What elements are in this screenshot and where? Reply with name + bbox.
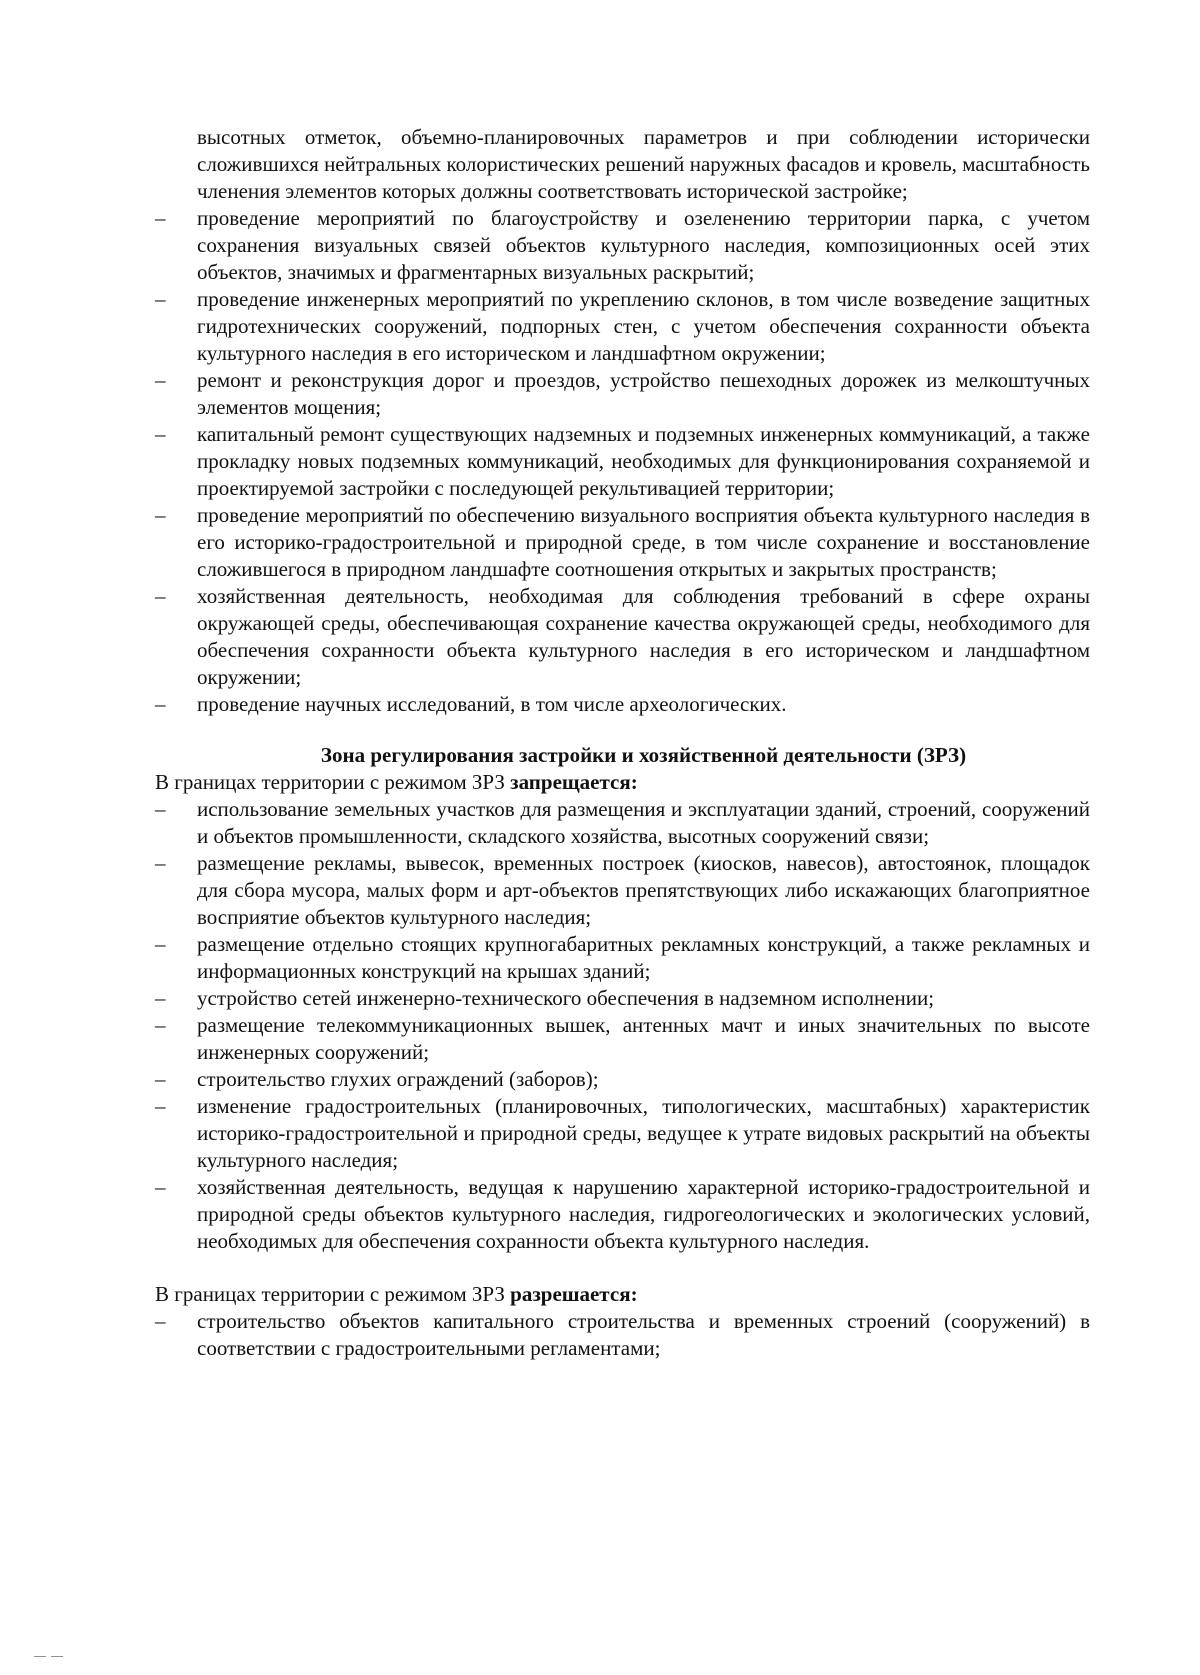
list-item <box>155 931 1090 985</box>
first-list <box>155 205 1090 718</box>
dash-bullet: – <box>155 692 166 716</box>
list-item-text: размещение рекламы, вывесок, временных построек (киосков, навесов), автостоянок, площадок для сбора мусора, малых форм и арт-объектов препятствующих либо искажающих благоприятное восприятие объектов культурного наследия; <box>197 851 1090 929</box>
list-item-text: хозяйственная деятельность, ведущая к нарушению характерной историко-градостроительной и природной среды объектов культурного наследия, гидрогеологических и экологических условий, необходимых для обеспечения сохранности объекта культурного наследия. <box>197 1175 1090 1253</box>
list-item-text: размещение отдельно стоящих крупногабаритных рекламных конструкций, а также рекламных и информационных конструкций на крышах зданий; <box>197 932 1090 983</box>
list-item <box>155 421 1090 502</box>
dash-bullet: – <box>155 287 166 311</box>
list-item-text: проведение мероприятий по обеспечению визуального восприятия объекта культурного наследия в его историко-градостроительной и природной среде, в том числе сохранение и восстановление сложившегося в природном ландшафте соотношения открытых и закрытых пространств; <box>197 503 1090 581</box>
list-item <box>155 367 1090 421</box>
list-item <box>155 205 1090 286</box>
dash-bullet: – <box>155 584 166 608</box>
list-item-text: проведение инженерных мероприятий по укреплению склонов, в том числе возведение защитных гидротехнических сооружений, подпорных стен, с учетом обеспечения сохранности объекта культурного наследия в его историческом и ландшафтном окружении; <box>197 287 1090 365</box>
prohibited-list <box>155 796 1090 1255</box>
list-item <box>155 691 1090 718</box>
list-item-text: изменение градостроительных (планировочных, типологических, масштабных) характеристик историко-градостроительной и природной среды, ведущее к утрате видовых раскрытий на объекты культурного наследия; <box>197 1094 1090 1172</box>
prohibited-intro-text: В границах территории с режимом ЗРЗ <box>155 770 511 794</box>
list-item <box>155 1093 1090 1174</box>
list-item <box>155 1012 1090 1066</box>
list-item-text: устройство сетей инженерно-технического обеспечения в надземном исполнении; <box>197 986 935 1010</box>
list-item-text: проведение мероприятий по благоустройству и озеленению территории парка, с учетом сохранения визуальных связей объектов культурного наследия, композиционных осей этих объектов, значимых и фрагментарных визуальных раскрытий; <box>197 206 1090 284</box>
list-item <box>155 286 1090 367</box>
list-item <box>155 985 1090 1012</box>
dash-bullet: – <box>155 206 166 230</box>
dash-bullet: – <box>155 422 166 446</box>
list-item-text: проведение научных исследований, в том числе археологических. <box>197 692 787 716</box>
prohibited-intro <box>155 769 1090 796</box>
list-item-text: хозяйственная деятельность, необходимая для соблюдения требований в сфере охраны окружающей среды, обеспечивающая сохранение качества окружающей среды, необходимого для обеспечения сохранности объекта культурного наследия в его историческом и ландшафтном окружении; <box>197 584 1090 689</box>
list-item-text: капитальный ремонт существующих надземных и подземных инженерных коммуникаций, а также прокладку новых подземных коммуникаций, необходимых для функционирования сохраняемой и проектируемой застройки с последующей рекультивацией территории; <box>197 422 1090 500</box>
list-item-text: размещение телекоммуникационных вышек, антенных мачт и иных значительных по высоте инженерных сооружений; <box>197 1013 1090 1064</box>
allowed-intro-text: В границах территории с режимом ЗРЗ <box>155 1282 511 1306</box>
list-item <box>155 583 1090 691</box>
dash-bullet: – <box>155 368 166 392</box>
dash-bullet: – <box>155 1013 166 1037</box>
list-item <box>155 850 1090 931</box>
prohibited-keyword: запрещается: <box>510 770 638 794</box>
footer-mark: — — <box>34 1648 64 1662</box>
intro-continuation: высотных отметок, объемно-планировочных параметров и при соблюдении исторически сложившихся нейтральных колористических решений наружных фасадов и кровель, масштабность членения элементов которых должны соответствовать исторической застройке; <box>197 125 1090 203</box>
dash-bullet: – <box>155 1067 166 1091</box>
list-item <box>155 502 1090 583</box>
document-body <box>155 124 1090 1362</box>
list-item <box>155 796 1090 850</box>
list-item <box>155 1308 1090 1362</box>
allowed-keyword: разрешается: <box>510 1282 638 1306</box>
dash-bullet: – <box>155 1175 166 1199</box>
list-item <box>155 1174 1090 1255</box>
list-item-text: строительство глухих ограждений (заборов); <box>197 1067 599 1091</box>
dash-bullet: – <box>155 851 166 875</box>
list-item-text: строительство объектов капитального строительства и временных строений (сооружений) в соответствии с градостроительными регламентами; <box>197 1309 1090 1360</box>
allowed-intro <box>155 1281 1090 1308</box>
dash-bullet: – <box>155 932 166 956</box>
list-item-text: использование земельных участков для размещения и эксплуатации зданий, строений, сооружений и объектов промышленности, складского хозяйства, высотных сооружений связи; <box>197 797 1090 848</box>
zone-heading: Зона регулирования застройки и хозяйственной деятельности (ЗРЗ) <box>320 743 967 767</box>
dash-bullet: – <box>155 503 166 527</box>
allowed-list <box>155 1308 1090 1362</box>
list-item-text: ремонт и реконструкция дорог и проездов, устройство пешеходных дорожек из мелкоштучных элементов мощения; <box>197 368 1090 419</box>
dash-bullet: – <box>155 1309 166 1333</box>
dash-bullet: – <box>155 1094 166 1118</box>
dash-bullet: – <box>155 986 166 1010</box>
list-item <box>155 1066 1090 1093</box>
dash-bullet: – <box>155 797 166 821</box>
